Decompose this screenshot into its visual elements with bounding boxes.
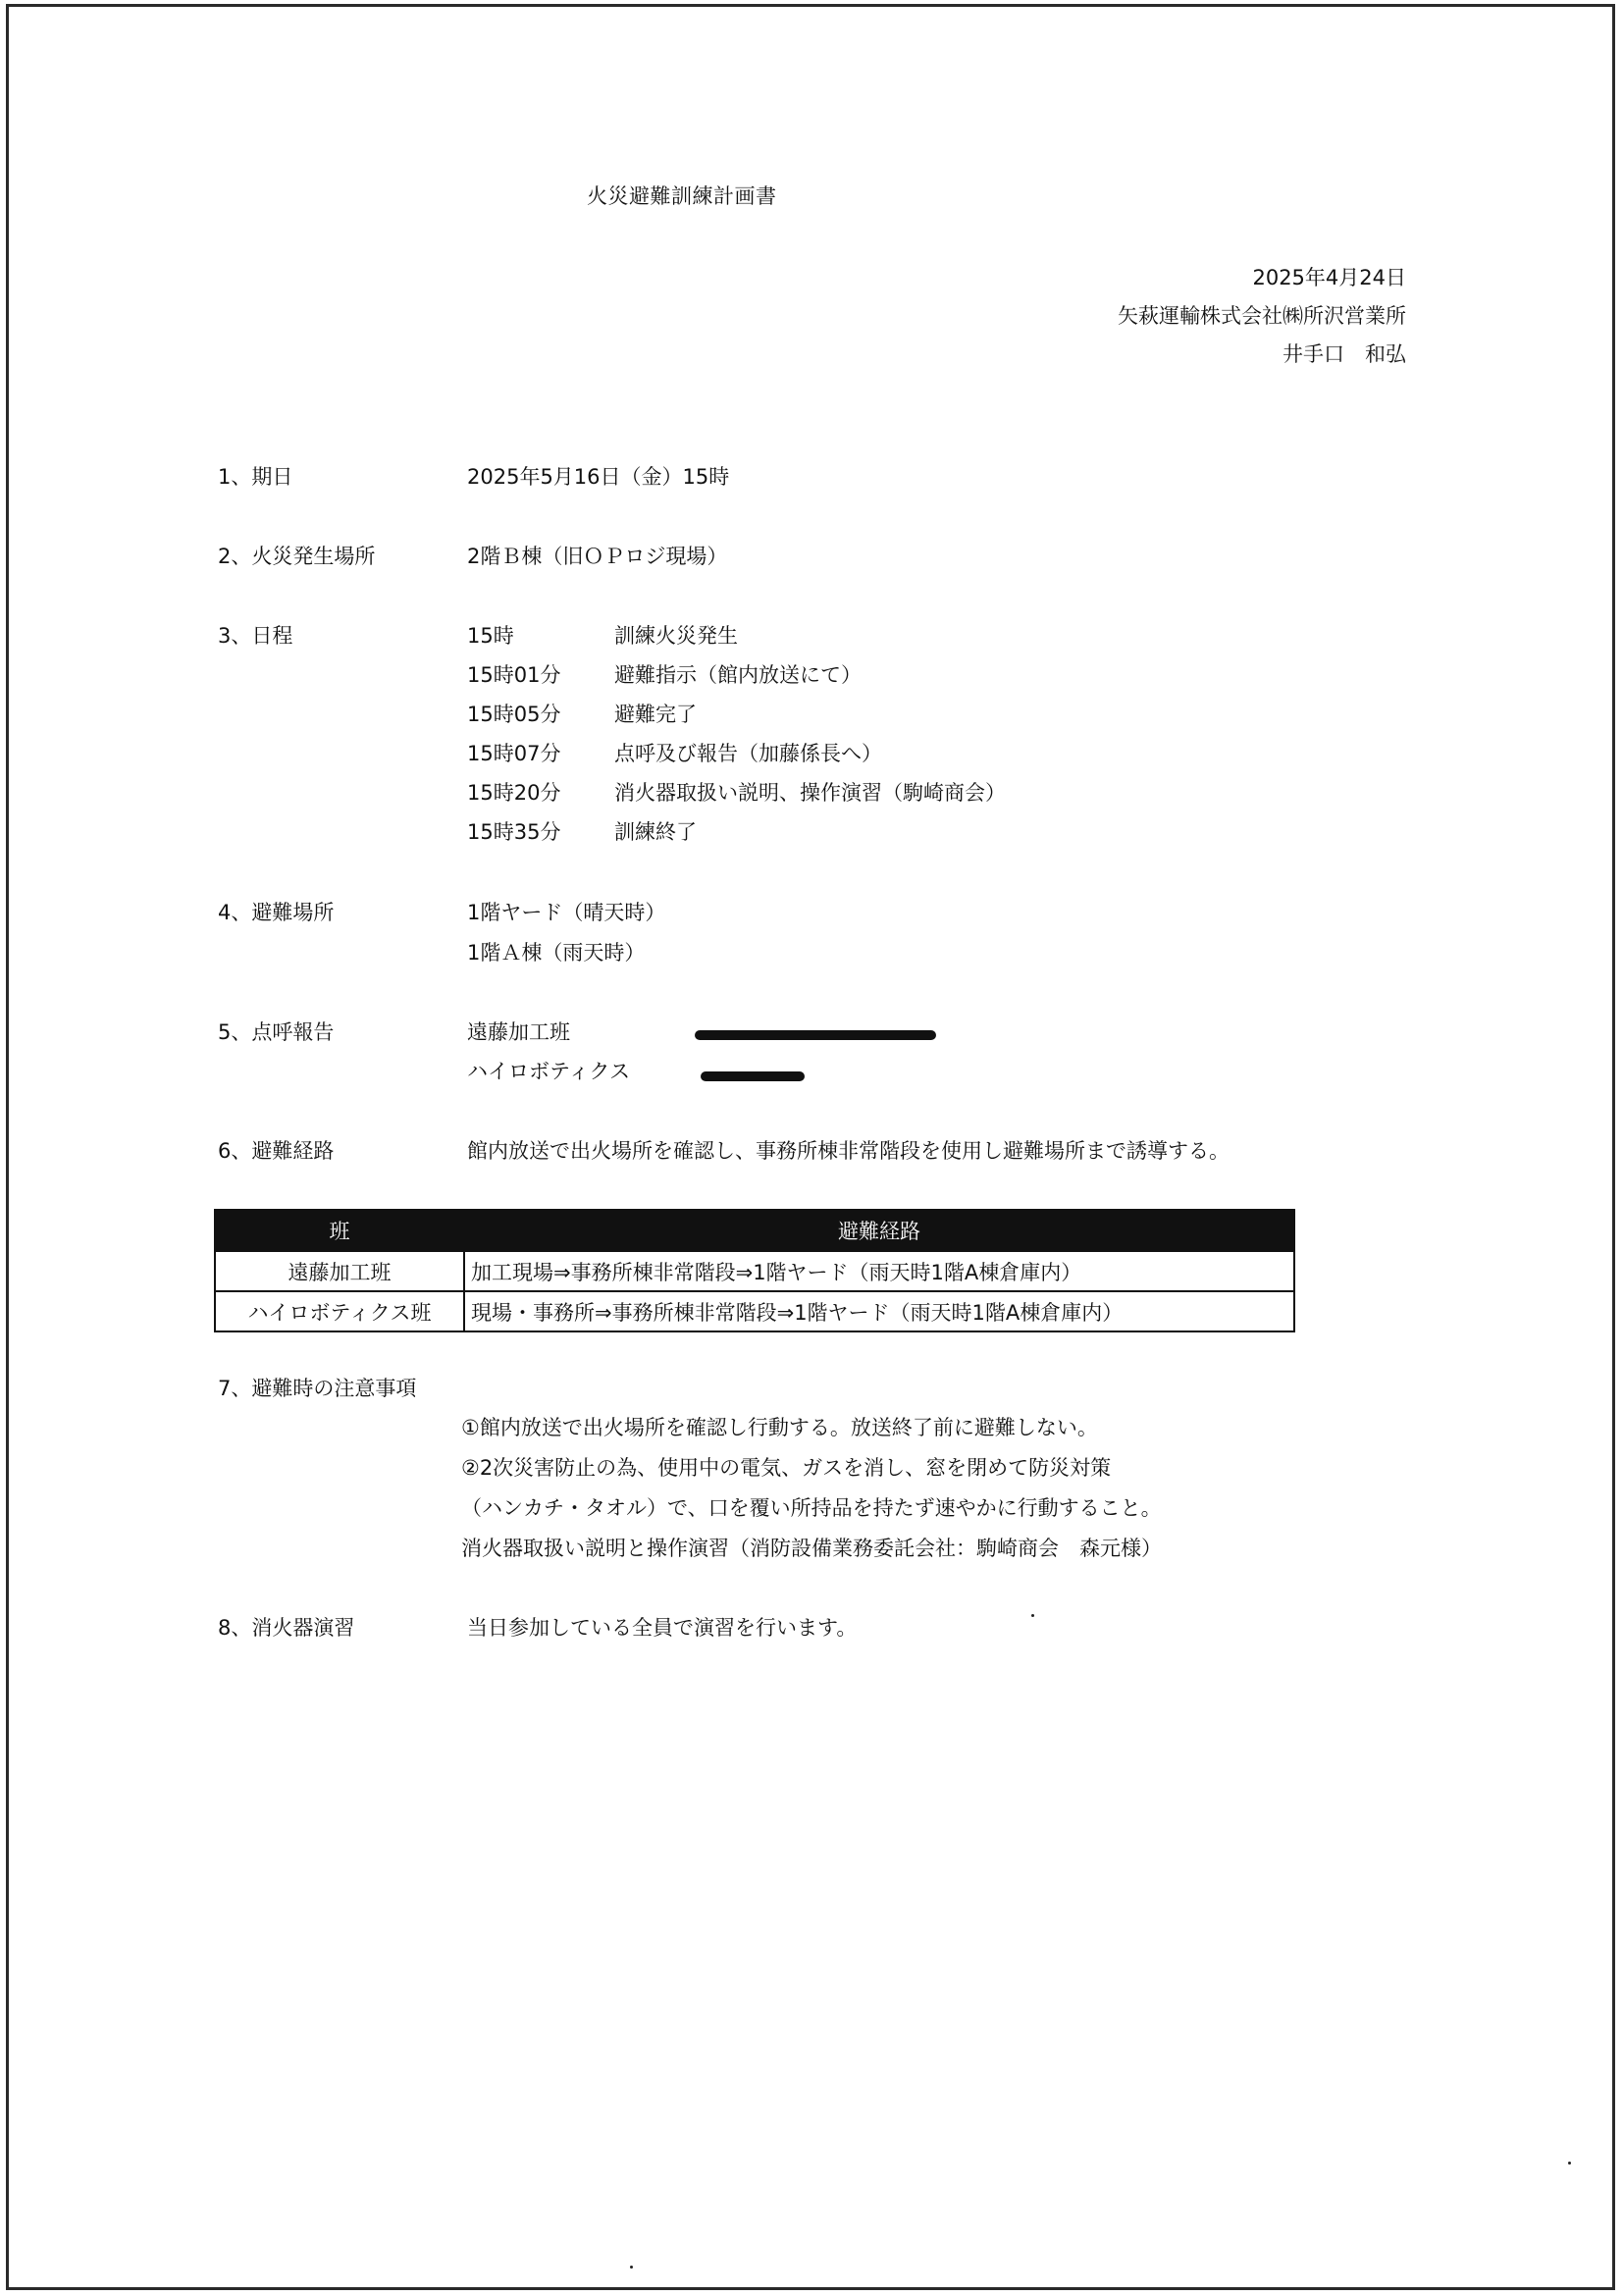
schedule-time: 15時05分 [467, 703, 561, 726]
section-2-value: 2階Ｂ棟（旧ＯＰロジ現場） [467, 545, 728, 568]
schedule-desc: 訓練火災発生 [614, 624, 738, 648]
team-cell: ハイロボティクス班 [215, 1291, 464, 1331]
section-6-value: 館内放送で出火場所を確認し、事務所棟非常階段を使用し避難場所まで誘導する。 [467, 1139, 1230, 1163]
evacuation-site-line: 1階Ａ棟（雨天時） [467, 941, 646, 965]
section-4-label: 4、避難場所 [218, 901, 335, 924]
schedule-time: 15時35分 [467, 820, 561, 844]
header-team: 班 [215, 1210, 464, 1251]
section-1-value: 2025年5月16日（金）15時 [467, 465, 730, 489]
schedule-time: 15時 [467, 624, 514, 648]
schedule-time: 15時07分 [467, 742, 561, 765]
scan-speck [630, 2266, 633, 2269]
scan-speck [1568, 2162, 1571, 2165]
organization-name: 矢萩運輸株式会社㈱所沢営業所 [1118, 304, 1406, 328]
document-title: 火災避難訓練計画書 [587, 184, 777, 208]
caution-line: （ハンカチ・タオル）で、口を覆い所持品を持たず速やかに行動すること。 [461, 1496, 1162, 1520]
evacuation-site-line: 1階ヤード（晴天時） [467, 901, 666, 924]
header-route: 避難経路 [464, 1210, 1294, 1251]
table-row [215, 1291, 1294, 1331]
header-block [1118, 259, 1406, 374]
schedule-desc: 避難完了 [614, 703, 697, 726]
route-cell: 現場・事務所⇒事務所棟非常階段⇒1階ヤード（雨天時1階A棟倉庫内） [464, 1291, 1294, 1331]
section-7-label: 7、避難時の注意事項 [218, 1377, 417, 1400]
caution-line: ②2次災害防止の為、使用中の電気、ガスを消し、窓を閉めて防災対策 [461, 1456, 1112, 1480]
schedule-desc: 訓練終了 [614, 820, 697, 844]
schedule-time: 15時01分 [467, 663, 561, 687]
section-8-label: 8、消火器演習 [218, 1616, 355, 1640]
team-cell: 遠藤加工班 [215, 1251, 464, 1291]
scan-speck [1031, 1614, 1034, 1617]
table-row [215, 1251, 1294, 1291]
section-8-value: 当日参加している全員で演習を行います。 [467, 1616, 858, 1640]
evacuation-route-table [214, 1209, 1295, 1332]
schedule-desc: 消火器取扱い説明、操作演習（駒崎商会） [614, 781, 1006, 805]
rollcall-team: ハイロボティクス [467, 1060, 631, 1083]
table-header-row [215, 1210, 1294, 1251]
issue-date: 2025年4月24日 [1252, 266, 1406, 289]
redaction-mark [701, 1071, 805, 1081]
author-name: 井手口 和弘 [1283, 342, 1406, 366]
caution-line: ①館内放送で出火場所を確認し行動する。放送終了前に避難しない。 [461, 1416, 1098, 1439]
schedule-time: 15時20分 [467, 781, 561, 805]
section-3-label: 3、日程 [218, 624, 293, 648]
schedule-desc: 点呼及び報告（加藤係長へ） [614, 742, 882, 765]
schedule-desc: 避難指示（館内放送にて） [614, 663, 862, 687]
section-6-label: 6、避難経路 [218, 1139, 335, 1163]
route-cell: 加工現場⇒事務所棟非常階段⇒1階ヤード（雨天時1階A棟倉庫内） [464, 1251, 1294, 1291]
section-2-label: 2、火災発生場所 [218, 545, 376, 568]
caution-line: 消火器取扱い説明と操作演習（消防設備業務委託会社：駒崎商会 森元様） [461, 1537, 1162, 1560]
section-1-label: 1、期日 [218, 465, 293, 489]
redaction-mark [695, 1030, 936, 1040]
rollcall-team: 遠藤加工班 [467, 1020, 570, 1044]
section-5-label: 5、点呼報告 [218, 1020, 335, 1044]
